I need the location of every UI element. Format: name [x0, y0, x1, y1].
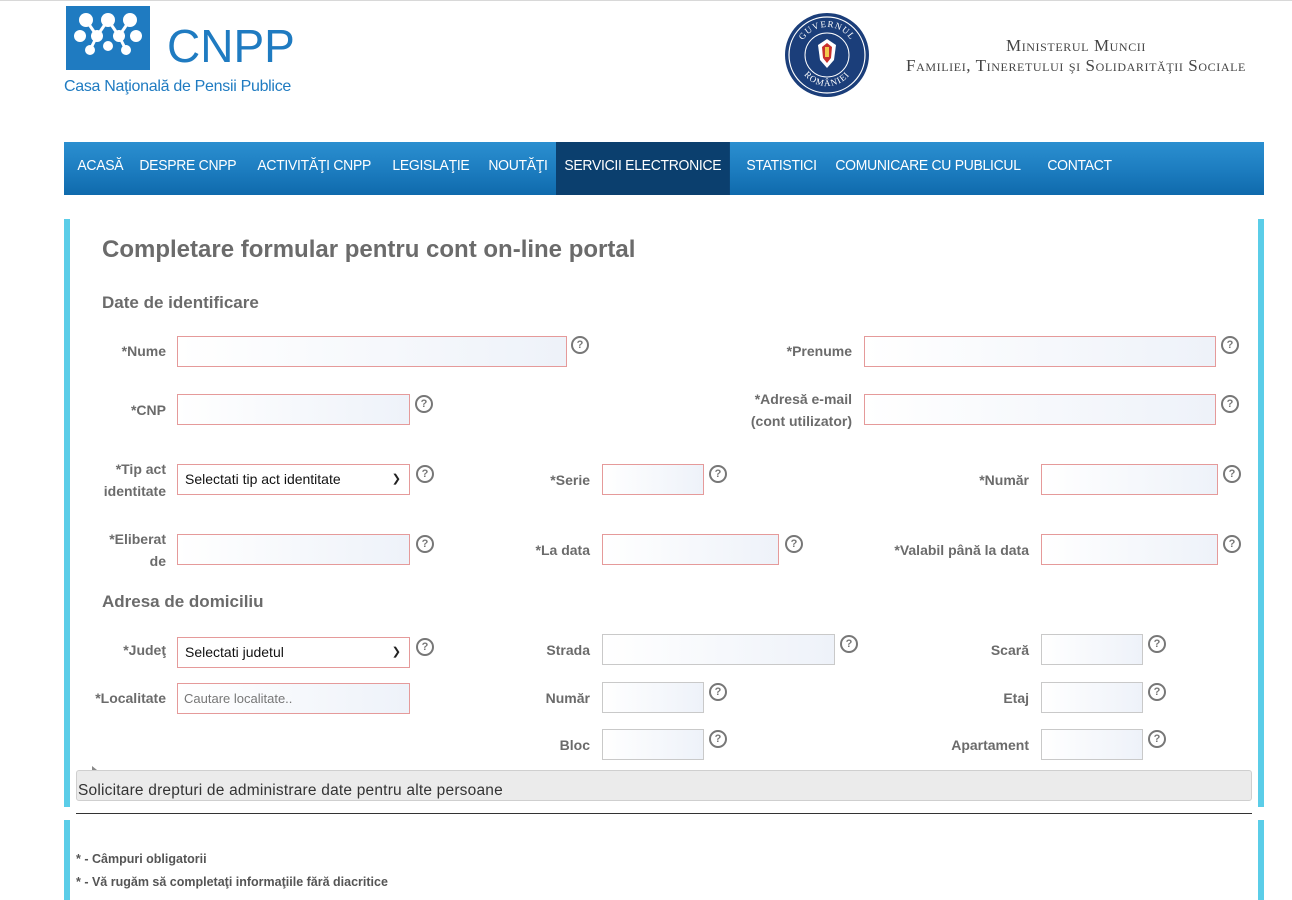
bloc-input[interactable] — [602, 729, 704, 760]
email-label-line-2: (cont utilizator) — [750, 413, 852, 429]
ministry-name — [884, 36, 1268, 76]
valabil-help-icon[interactable]: ? — [1223, 535, 1241, 553]
page-title: Completare formular pentru cont on-line portal — [102, 236, 636, 263]
cnpp-logo-icon — [66, 6, 150, 70]
la-data-input[interactable] — [602, 534, 779, 565]
government-seal-icon — [784, 12, 870, 98]
svg-text:ROMÂNIEI: ROMÂNIEI — [802, 69, 852, 89]
judet-label: *Judeţ — [123, 642, 166, 658]
judet-selected-value: Selectati judetul — [185, 644, 284, 660]
tip-act-label — [86, 458, 166, 502]
nav-item-servicii-electronice[interactable]: SERVICII ELECTRONICE — [556, 142, 730, 195]
logo-subtitle: Casa Naţională de Pensii Publice — [64, 78, 291, 95]
serie-label: *Serie — [550, 472, 590, 488]
la-data-label: *La data — [535, 542, 590, 558]
localitate-label: *Localitate — [95, 690, 166, 706]
ministry-line-1: Ministerul Muncii — [1005, 36, 1146, 55]
strada-input[interactable] — [602, 634, 835, 665]
strada-label: Strada — [546, 642, 590, 658]
eliberat-label — [86, 528, 166, 572]
numar-addr-input[interactable] — [602, 682, 704, 713]
nav-item-contact[interactable]: CONTACT — [1047, 157, 1112, 174]
section-title-address: Adresa de domiciliu — [102, 592, 264, 611]
section-title-identification: Date de identificare — [102, 293, 259, 312]
email-input[interactable] — [864, 394, 1216, 425]
eliberat-input[interactable] — [177, 534, 410, 565]
la-data-help-icon[interactable]: ? — [785, 535, 803, 553]
prenume-help-icon[interactable]: ? — [1221, 336, 1239, 354]
nav-item-activitati-cnpp[interactable]: ACTIVITĂŢI CNPP — [256, 157, 371, 174]
cnp-help-icon[interactable]: ? — [415, 395, 433, 413]
admin-rights-collapsible-label: Solicitare drepturi de administrare date pentru alte persoane — [78, 782, 503, 799]
numar-addr-label: Număr — [545, 690, 590, 706]
nav-item-comunicare-cu-publicul[interactable]: COMUNICARE CU PUBLICUL — [835, 157, 1021, 174]
prenume-input[interactable] — [864, 336, 1216, 367]
numar-help-icon[interactable]: ? — [1223, 465, 1241, 483]
cnp-label: *CNP — [130, 402, 166, 418]
nav-item-statistici[interactable]: STATISTICI — [746, 157, 817, 174]
tip-act-label-line-2: identitate — [103, 483, 166, 499]
ministry-line-2: Familiei, Tineretului şi Solidarităţii Sociale — [906, 56, 1246, 75]
tip-act-help-icon[interactable]: ? — [416, 465, 434, 483]
numar-input[interactable] — [1041, 464, 1218, 495]
svg-text:GUVERNUL: GUVERNUL — [796, 18, 858, 42]
numar-label: *Număr — [979, 472, 1029, 488]
nav-item-noutati[interactable]: NOUTĂŢI — [488, 157, 548, 174]
required-fields-note: * - Câmpuri obligatorii — [76, 852, 207, 866]
apartament-help-icon[interactable]: ? — [1148, 730, 1166, 748]
strada-help-icon[interactable]: ? — [840, 635, 858, 653]
nume-input[interactable] — [177, 336, 567, 367]
logo-title: CNPP — [167, 20, 295, 72]
scara-help-icon[interactable]: ? — [1148, 635, 1166, 653]
etaj-label: Etaj — [1003, 690, 1029, 706]
tip-act-selected-value: Selectati tip act identitate — [185, 471, 341, 487]
nume-label: *Nume — [121, 343, 166, 359]
bloc-help-icon[interactable]: ? — [709, 730, 727, 748]
apartament-label: Apartament — [951, 737, 1029, 753]
email-label-line-1: *Adresă e-mail — [754, 391, 852, 407]
scara-label: Scară — [990, 642, 1029, 658]
admin-rights-collapsible[interactable] — [76, 770, 1252, 801]
valabil-label: *Valabil până la data — [894, 542, 1029, 558]
eliberat-help-icon[interactable]: ? — [416, 535, 434, 553]
nav-item-legislatie[interactable]: LEGISLAŢIE — [392, 157, 470, 174]
bloc-label: Bloc — [559, 737, 590, 753]
nav-item-despre-cnpp[interactable]: DESPRE CNPP — [139, 157, 237, 174]
prenume-label: *Prenume — [786, 343, 852, 359]
valabil-input[interactable] — [1041, 534, 1218, 565]
eliberat-label-line-1: *Eliberat — [109, 531, 166, 547]
nume-help-icon[interactable]: ? — [571, 336, 589, 354]
serie-help-icon[interactable]: ? — [709, 465, 727, 483]
apartament-input[interactable] — [1041, 729, 1143, 760]
eliberat-label-line-2: de — [149, 553, 166, 569]
divider — [76, 813, 1252, 814]
tip-act-select[interactable] — [177, 464, 410, 495]
chevron-down-icon: ❯ — [391, 473, 401, 485]
chevron-down-icon: ❯ — [391, 646, 401, 658]
serie-input[interactable] — [602, 464, 704, 495]
judet-select[interactable] — [177, 637, 410, 668]
main-navigation — [64, 142, 1264, 195]
tip-act-label-line-1: *Tip act — [115, 461, 166, 477]
etaj-help-icon[interactable]: ? — [1148, 683, 1166, 701]
email-help-icon[interactable]: ? — [1221, 395, 1239, 413]
localitate-search-input[interactable] — [177, 683, 410, 714]
cnpp-logo[interactable] — [64, 6, 304, 106]
top-border — [0, 0, 1292, 3]
email-label — [712, 388, 852, 432]
scara-input[interactable] — [1041, 634, 1143, 665]
numar-addr-help-icon[interactable]: ? — [709, 683, 727, 701]
nav-item-acasa[interactable]: ACASĂ — [77, 157, 124, 174]
judet-help-icon[interactable]: ? — [416, 638, 434, 656]
no-diacritics-note: * - Vă rugăm să completaţi informaţiile fără diacritice — [76, 875, 388, 889]
cnp-input[interactable] — [177, 394, 410, 425]
etaj-input[interactable] — [1041, 682, 1143, 713]
